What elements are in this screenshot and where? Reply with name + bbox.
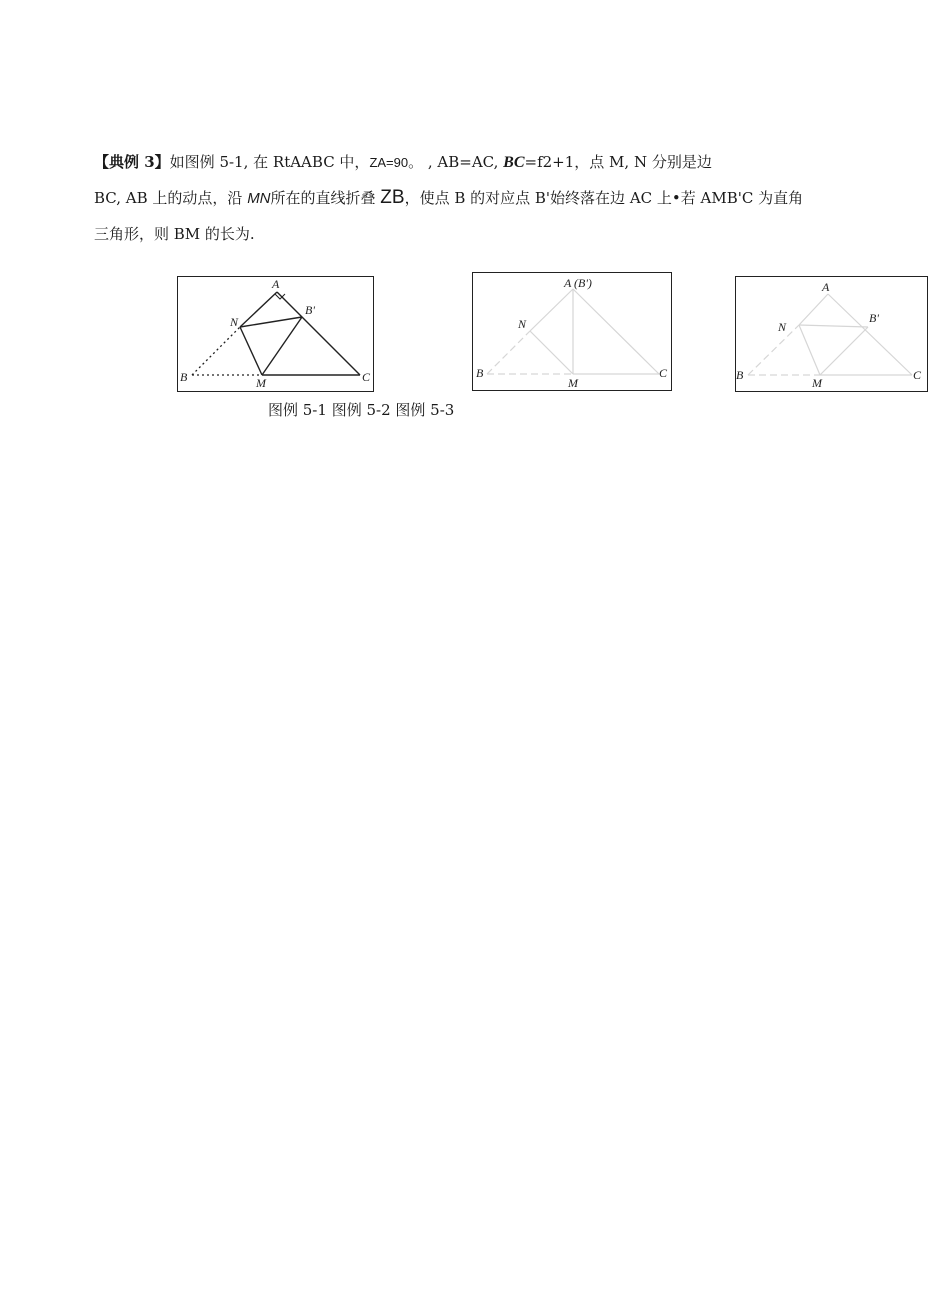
label-b: B — [736, 368, 744, 382]
bc-symbol: BC — [503, 154, 525, 171]
segment-nb-prime — [799, 325, 868, 327]
problem-text: ，使点 B 的对应点 B'始终落在边 AC 上•若 AMB'C 为直角 — [404, 189, 804, 207]
label-c: C — [913, 368, 922, 382]
example-tag: 【典例 3】 — [94, 153, 170, 171]
fold-line-mn — [530, 331, 573, 374]
figure-5-1-diagram — [178, 277, 372, 390]
problem-text: 所在的直线折叠 — [270, 189, 381, 207]
problem-line-1 — [94, 152, 712, 173]
side-ac — [828, 294, 912, 375]
segment-mb-prime — [820, 327, 868, 375]
label-b: B — [180, 370, 188, 384]
fold-line-mn — [799, 325, 820, 375]
label-b-prime: B' — [869, 311, 879, 325]
figure-5-3-diagram — [736, 277, 926, 390]
problem-text: BC, AB 上的动点，沿 — [94, 189, 248, 207]
problem-line-2 — [94, 188, 803, 209]
label-n: N — [778, 320, 787, 334]
dashed-bn — [487, 331, 530, 374]
fold-line-mn — [240, 327, 262, 375]
figure-5-1 — [177, 276, 374, 392]
figure-caption: 图例 5-1 图例 5-2 图例 5-3 — [268, 401, 455, 419]
problem-line-3: 三角形，则 BM 的长为. — [94, 225, 255, 243]
label-n: N — [230, 315, 239, 329]
problem-text: 如图例 5-1, 在 RtAABC 中， — [169, 153, 370, 171]
figure-5-3 — [735, 276, 928, 392]
side-an — [530, 289, 573, 331]
problem-text: =f2+1，点 M, N 分别是边 — [524, 153, 712, 171]
angle-expression: ZA=90 — [369, 155, 409, 170]
figure-5-2 — [472, 272, 672, 391]
label-m: M — [812, 376, 822, 390]
label-b-prime-paren: (B') — [574, 276, 592, 290]
side-ac — [277, 292, 360, 375]
mn-symbol: MN — [247, 190, 271, 207]
label-b-prime: B' — [305, 303, 315, 317]
dotted-bn — [192, 327, 240, 375]
label-c: C — [659, 366, 668, 380]
label-b: B — [476, 366, 484, 380]
label-a: A — [272, 277, 280, 291]
label-m: M — [256, 376, 266, 390]
label-a: A — [822, 280, 830, 294]
side-ac — [573, 289, 659, 374]
dashed-bn — [748, 325, 799, 375]
label-c: C — [362, 370, 371, 384]
problem-text: 。 , AB=AC, — [408, 153, 504, 171]
label-a: A — [564, 276, 572, 290]
figure-5-2-diagram — [473, 273, 670, 389]
side-an — [799, 294, 828, 325]
label-n: N — [518, 317, 527, 331]
label-m: M — [568, 376, 578, 389]
segment-mb-prime — [262, 317, 302, 375]
angle-b-symbol: ZB — [380, 187, 405, 208]
